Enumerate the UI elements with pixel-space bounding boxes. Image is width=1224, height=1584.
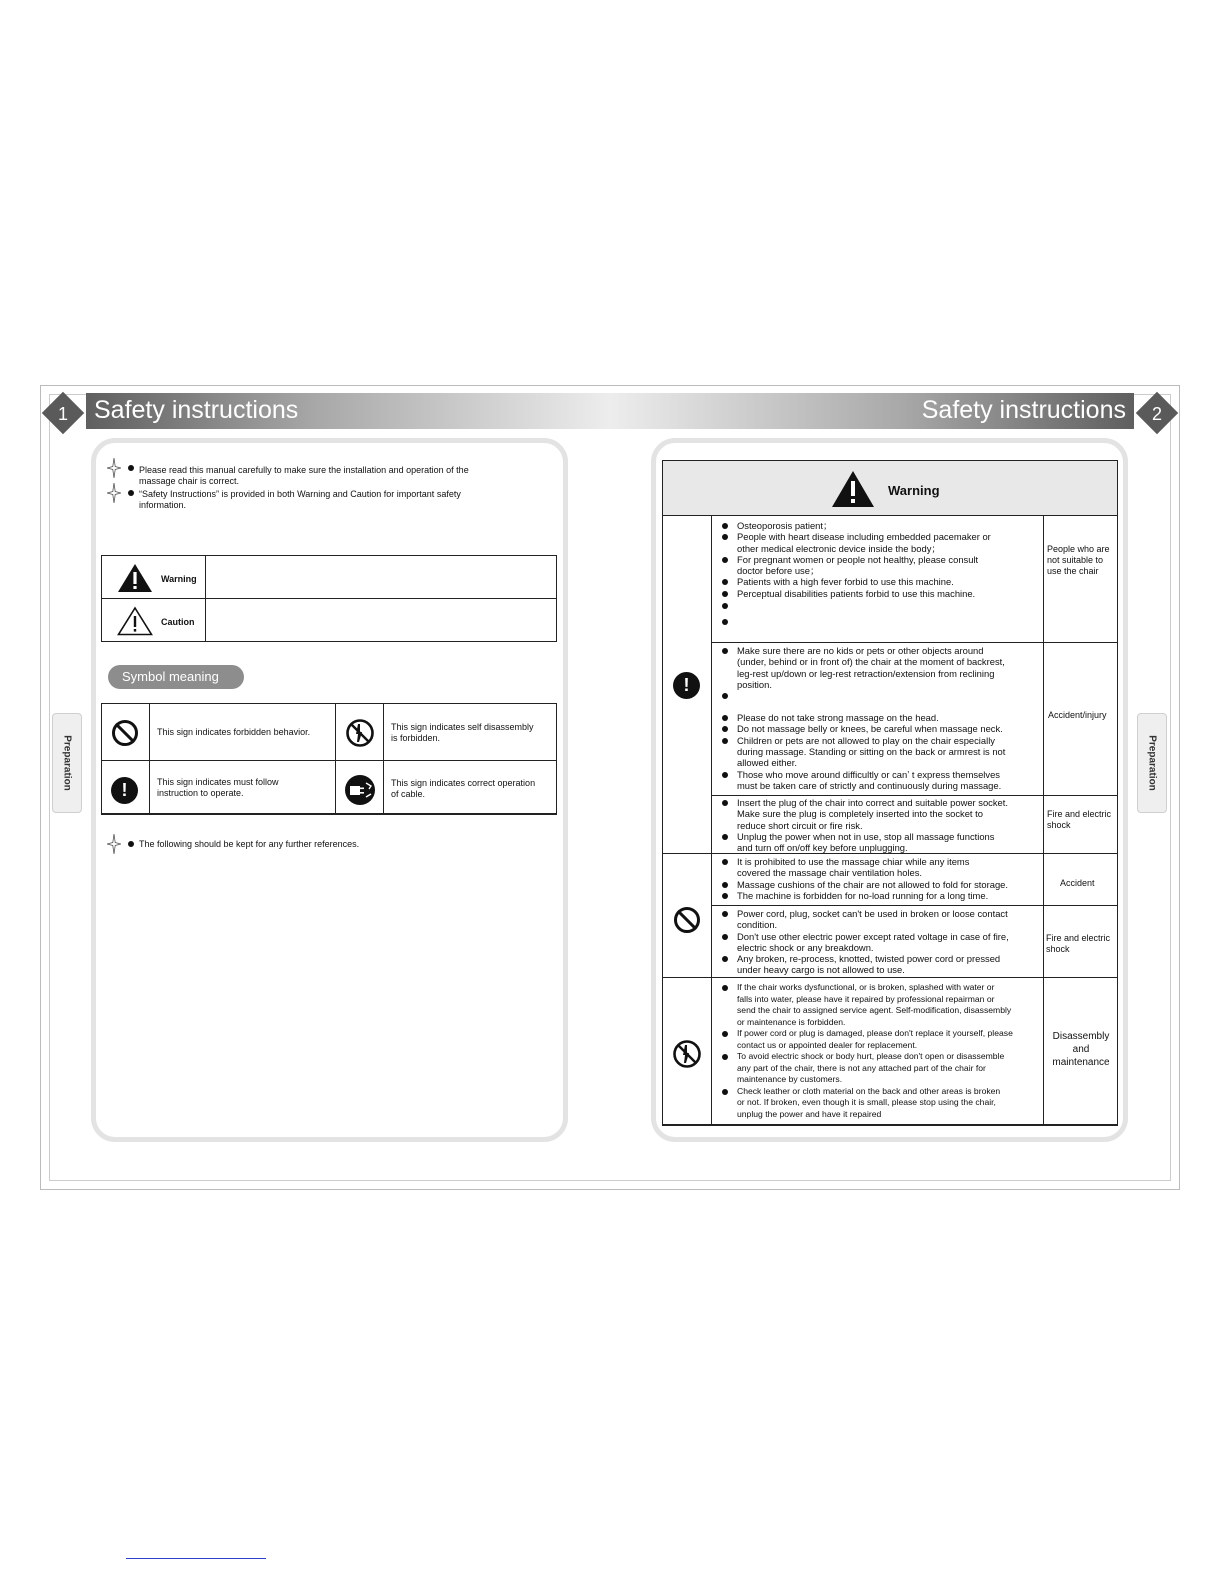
warning-triangle-icon xyxy=(117,563,153,593)
must-follow-icon: ! xyxy=(673,672,700,699)
list-line: Massage cushions of the chair are not allowed to fold for storage. xyxy=(737,878,1008,890)
list-line: Osteoporosis patient； xyxy=(737,520,833,531)
sparkle-icon xyxy=(107,458,121,478)
list-line: under heavy cargo is not allowed to use. xyxy=(737,964,905,976)
list-line: doctor before use； xyxy=(737,565,820,577)
list-line: Patients with a high fever forbid to use this machine. xyxy=(737,576,954,588)
list-item xyxy=(722,931,1044,954)
symbol-desc-self-disassembly xyxy=(391,722,556,744)
label-line: Fire and electric xyxy=(1047,809,1112,819)
divider xyxy=(711,642,1118,643)
list-line: condition. xyxy=(737,919,778,931)
list-item xyxy=(722,856,1044,879)
list-item xyxy=(722,908,1044,931)
keep-for-reference-note: The following should be kept for any further references. xyxy=(139,839,360,849)
divider xyxy=(149,703,150,815)
list-line: If power cord or plug is damaged, please don't replace it yourself, please xyxy=(737,1028,1013,1038)
list-line: For pregnant women or people not healthy, please consult xyxy=(737,553,979,565)
divider xyxy=(711,905,1118,906)
label-line: not suitable to xyxy=(1047,555,1104,565)
divider xyxy=(335,703,336,815)
list-line: (under, behind or in front of) the chair at the moment of backrest, xyxy=(737,656,1005,668)
row-label-disassembly xyxy=(1045,1030,1117,1069)
label-line: Disassembly xyxy=(1052,1031,1110,1042)
list-item xyxy=(722,982,1044,1028)
symbol-desc-line: is forbidden. xyxy=(391,733,441,743)
list-line: It is prohibited to use the massage chiar while any items xyxy=(737,856,970,867)
list-item xyxy=(722,723,1044,734)
no-disassembly-icon xyxy=(672,1039,702,1069)
list-line: reduce short circuit or fire risk. xyxy=(737,819,863,831)
footer-underline xyxy=(126,1558,266,1559)
list-item xyxy=(722,588,1042,599)
list-line: Insert the plug of the chair into correct and suitable power socket. xyxy=(737,797,1008,808)
warning-row-not-suitable xyxy=(722,520,1042,627)
list-item xyxy=(722,600,1042,616)
list-item xyxy=(722,576,1042,587)
symbol-desc-line: of cable. xyxy=(391,789,426,799)
list-item xyxy=(722,712,1044,723)
symbol-desc-line: This sign indicates correct operation xyxy=(391,778,536,788)
list-line: People with heart disease including embedded pacemaker or xyxy=(737,531,991,543)
warning-row-accident xyxy=(722,856,1044,901)
list-line: maintenance by customers. xyxy=(737,1074,843,1084)
intro-line: Please read this manual carefully to make sure the installation and operation of the xyxy=(139,465,469,475)
bullet-dot xyxy=(128,490,134,496)
list-item xyxy=(722,1028,1044,1051)
label-line: and xyxy=(1072,1044,1090,1055)
list-line: Don't use other electric power except rated voltage in case of fire, xyxy=(737,930,1009,942)
unplug-icon xyxy=(344,774,376,806)
list-item xyxy=(722,953,1044,976)
divider xyxy=(101,598,557,599)
list-item xyxy=(722,769,1044,792)
list-line: electric shock or any breakdown. xyxy=(737,941,874,953)
must-follow-icon: ! xyxy=(111,777,138,804)
symbol-desc-must-follow xyxy=(157,777,332,799)
row-label-fire-shock-1 xyxy=(1047,809,1117,831)
warning-triangle-icon xyxy=(831,470,875,508)
caution-triangle-icon xyxy=(117,606,153,636)
divider xyxy=(101,760,557,761)
list-line: Check leather or cloth material on the back and other areas is broken xyxy=(737,1085,1001,1096)
row-label-fire-shock-2 xyxy=(1046,933,1118,955)
label-line: Accident xyxy=(1060,878,1095,888)
warning-label: Warning xyxy=(161,574,197,584)
list-line: Make sure there are no kids or pets or other objects around xyxy=(737,645,984,656)
right-page-title: Safety instructions xyxy=(921,396,1126,424)
list-item xyxy=(722,690,1044,712)
bullet-dot xyxy=(128,841,134,847)
sparkle-icon xyxy=(107,483,121,503)
list-item xyxy=(722,520,1042,531)
right-page-number-badge xyxy=(1137,393,1177,433)
list-line: Perceptual disabilities patients forbid to use this machine. xyxy=(737,587,976,599)
warning-table-title: Warning xyxy=(888,483,940,498)
list-line: Any broken, re-process, knotted, twisted power cord or pressed xyxy=(737,953,1001,965)
list-line: Please do not take strong massage on the head. xyxy=(737,712,939,724)
left-page-number-badge xyxy=(43,393,83,433)
prohibit-icon xyxy=(112,720,138,746)
bullet-dot xyxy=(128,465,134,471)
label-line: Accident/injury xyxy=(1048,710,1107,720)
symbol-desc-cable xyxy=(391,778,556,800)
prohibit-icon xyxy=(674,907,700,933)
row-label-accident-injury xyxy=(1048,710,1118,721)
caution-label: Caution xyxy=(161,617,195,627)
list-item xyxy=(722,797,1044,831)
label-line: People who are xyxy=(1047,544,1110,554)
intro-note-1 xyxy=(139,465,539,487)
list-line: other medical electronic device inside the body； xyxy=(737,542,941,554)
list-line: The machine is forbidden for no-load running for a long time. xyxy=(737,889,989,901)
list-line: Do not massage belly or knees, be careful when massage neck. xyxy=(737,723,1003,735)
right-side-tab xyxy=(1137,713,1167,813)
list-line: must be taken care of strictly and continuously during massage. xyxy=(737,779,1002,791)
label-line: shock xyxy=(1047,820,1071,830)
left-side-tab xyxy=(52,713,82,813)
list-item xyxy=(722,616,1042,627)
list-line: Those who move around difficultly or canʼ t express themselves xyxy=(737,768,1000,780)
list-line: position. xyxy=(737,678,772,690)
intro-line: information. xyxy=(139,500,187,510)
sparkle-icon xyxy=(107,834,121,854)
list-line: leg-rest up/down or leg-rest retraction/extension from reclining xyxy=(737,667,995,679)
list-line: during massage. Standing or sitting on the back or armrest is not xyxy=(737,746,1006,758)
list-item xyxy=(722,831,1044,854)
intro-line: massage chair is correct. xyxy=(139,476,240,486)
list-line: If the chair works dysfunctional, or is broken, splashed with water or xyxy=(737,982,995,992)
list-line: covered the massage chair ventilation holes. xyxy=(737,867,923,879)
list-item xyxy=(722,1086,1044,1121)
label-line: maintenance xyxy=(1052,1057,1110,1068)
intro-line: “Safety Instructions” is provided in both Warning and Caution for important safety xyxy=(139,489,461,499)
label-line: use the chair xyxy=(1047,566,1099,576)
divider xyxy=(711,795,1118,796)
list-item xyxy=(722,531,1042,554)
list-line: Power cord, plug, socket can't be used in broken or loose contact xyxy=(737,908,1008,919)
list-item xyxy=(722,890,1044,901)
list-line: and turn off on/off key before unplugging. xyxy=(737,842,908,854)
intro-note-2 xyxy=(139,489,539,511)
row-label-not-suitable xyxy=(1047,544,1117,577)
list-line: falls into water, please have it repaired by professional repairman or xyxy=(737,993,995,1004)
list-item xyxy=(722,554,1042,577)
right-page-number: 2 xyxy=(1151,404,1162,424)
right-side-tab-label: Preparation xyxy=(1146,735,1158,791)
label-line: Fire and electric xyxy=(1046,933,1111,943)
symbol-desc-line: instruction to operate. xyxy=(157,788,244,798)
list-item xyxy=(722,735,1044,769)
symbol-desc-line: This sign indicates must follow xyxy=(157,777,279,787)
list-line: Children or pets are not allowed to play on the chair especially xyxy=(737,734,995,746)
list-line: unplug the power and have it repaired xyxy=(737,1108,882,1119)
list-line: send the chair to assigned service agent. Self-modification, disassembly xyxy=(737,1005,1012,1015)
warning-row-fire-shock-1 xyxy=(722,797,1044,853)
left-side-tab-label: Preparation xyxy=(61,735,73,791)
list-line: To avoid electric shock or body hurt, please don't open or disassemble xyxy=(737,1051,1005,1061)
list-line: any part of the chair, there is not any attached part of the chair for xyxy=(737,1062,986,1073)
warning-row-disassembly xyxy=(722,982,1044,1120)
list-line: or not. If broken, even though it is small, please stop using the chair, xyxy=(737,1097,996,1107)
list-line: or maintenance is forbidden. xyxy=(737,1016,846,1027)
symbol-desc-line: This sign indicates forbidden behavior. xyxy=(157,727,311,737)
warning-row-accident-injury xyxy=(722,645,1044,791)
symbol-meaning-heading: Symbol meaning xyxy=(108,665,244,689)
divider xyxy=(711,515,712,1126)
list-line: contact us or appointed dealer for replacement. xyxy=(737,1039,918,1050)
list-item xyxy=(722,1051,1044,1086)
row-label-accident xyxy=(1060,878,1120,889)
left-page-title: Safety instructions xyxy=(94,396,299,424)
symbol-desc-forbidden xyxy=(157,727,332,738)
divider xyxy=(383,703,384,815)
list-item xyxy=(722,879,1044,890)
list-line: Unplug the power when not in use, stop all massage functions xyxy=(737,830,995,842)
left-page-number: 1 xyxy=(57,404,68,424)
list-line: Make sure the plug is completely inserted into the socket to xyxy=(737,808,983,820)
no-disassembly-icon xyxy=(345,718,375,748)
divider xyxy=(662,977,1118,978)
label-line: shock xyxy=(1046,944,1070,954)
list-line: allowed either. xyxy=(737,757,797,769)
warning-row-fire-shock-2 xyxy=(722,908,1044,976)
list-item xyxy=(722,645,1044,690)
symbol-desc-line: This sign indicates self disassembly xyxy=(391,722,534,732)
